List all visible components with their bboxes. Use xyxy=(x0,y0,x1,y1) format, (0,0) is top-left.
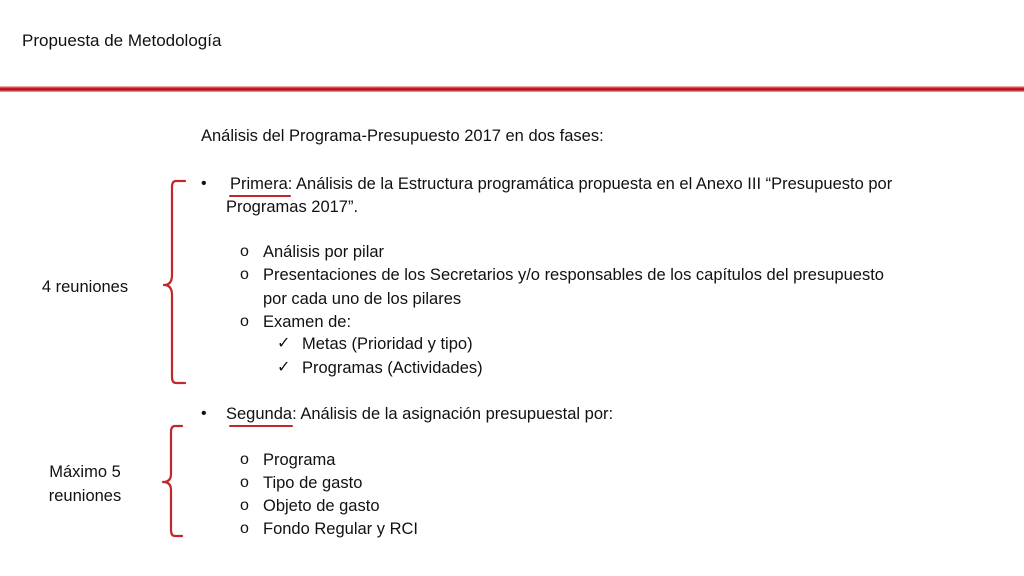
phase2-name: Segunda xyxy=(226,405,293,423)
circle-outline-icon: o xyxy=(240,497,249,514)
checkmark-icon: ✓ xyxy=(277,359,291,376)
circle-outline-icon: o xyxy=(240,451,249,468)
phase2-item-3: Objeto de gasto xyxy=(263,497,380,515)
phase1-item-2-cont: por cada uno de los pilares xyxy=(263,290,462,308)
phase1-check-2: Programas (Actividades) xyxy=(302,359,483,377)
circle-outline-icon: o xyxy=(240,243,249,260)
phase2-meetings-line1: Máximo 5 xyxy=(49,463,121,481)
circle-outline-icon: o xyxy=(240,266,249,283)
phase2-item-4: Fondo Regular y RCI xyxy=(263,520,418,538)
title-divider xyxy=(0,86,1024,92)
phase2-line xyxy=(226,402,613,426)
phase1-item-2: Presentaciones de los Secretarios y/o responsables de los capítulos del presupuesto xyxy=(263,266,884,284)
bullet-dot-icon: • xyxy=(201,405,207,422)
phase1-line2: Programas 2017”. xyxy=(226,198,359,216)
phase1-text: : Análisis de la Estructura programática propuesta en el Anexo III “Presupuesto por xyxy=(287,175,893,193)
circle-outline-icon: o xyxy=(240,474,249,491)
checkmark-icon: ✓ xyxy=(277,335,291,352)
intro-text: Análisis del Programa-Presupuesto 2017 en dos fases: xyxy=(201,127,604,145)
curly-bracket-icon xyxy=(150,175,190,395)
slide-title: Propuesta de Metodología xyxy=(22,31,222,50)
phase1-meetings-label: 4 reuniones xyxy=(41,278,129,296)
phase2-item-1: Programa xyxy=(263,451,336,469)
phase2-meetings-line2: reuniones xyxy=(48,487,122,505)
phase2-text: : Análisis de la asignación presupuestal por: xyxy=(292,405,614,423)
phase1-check-1: Metas (Prioridad y tipo) xyxy=(302,335,473,353)
phase2-meetings-label xyxy=(30,460,140,508)
phase2-item-2: Tipo de gasto xyxy=(263,474,363,492)
circle-outline-icon: o xyxy=(240,313,249,330)
curly-bracket-icon xyxy=(150,420,190,550)
phase1-item-1: Análisis por pilar xyxy=(263,243,385,261)
phase1-name: Primera xyxy=(230,175,288,193)
bullet-dot-icon: • xyxy=(201,175,207,192)
phase1-line1 xyxy=(230,172,892,196)
phase1-item-3: Examen de: xyxy=(263,313,352,331)
circle-outline-icon: o xyxy=(240,520,249,537)
phase2-name-underline xyxy=(229,425,293,427)
